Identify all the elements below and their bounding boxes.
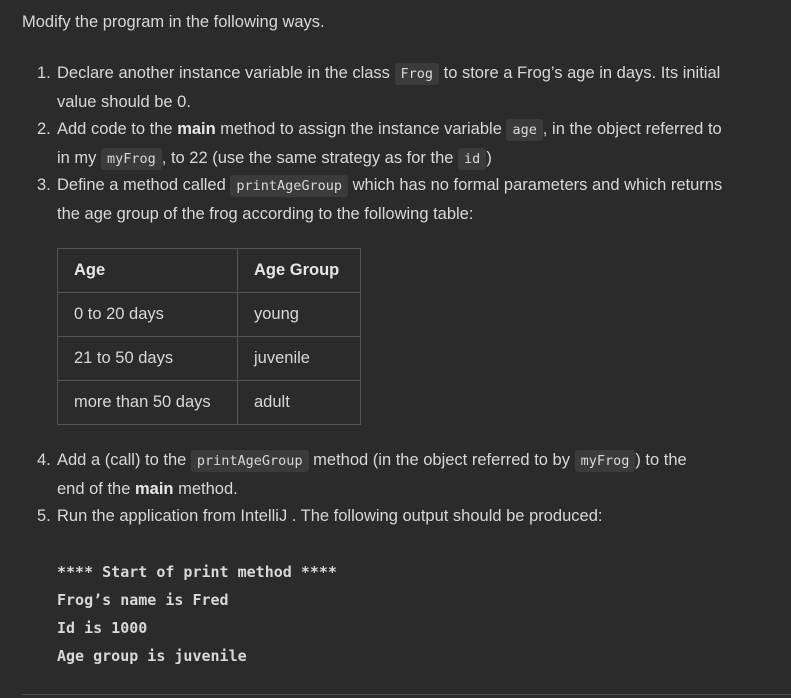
list-item-4 (37, 446, 777, 503)
text: to store a Frog’s age in days. Its initial (439, 64, 721, 82)
text: Declare another instance variable in the class (57, 64, 395, 82)
bold-main: main (134, 480, 174, 498)
table-cell: juvenile (238, 337, 361, 381)
divider (22, 694, 791, 695)
text: Define a method called (57, 176, 231, 194)
text: in my (57, 149, 102, 167)
text: method. (173, 480, 238, 498)
table-row (58, 337, 361, 381)
text: method (in the object referred to by (308, 451, 575, 469)
table-row (58, 293, 361, 337)
text: which has no formal parameters and which returns (348, 176, 723, 194)
table-cell: more than 50 days (58, 381, 238, 425)
list-number: 5. (37, 507, 51, 525)
code-myfrog: myFrog (575, 450, 636, 472)
list-item-2-line2 (37, 144, 777, 173)
text: ) (486, 149, 492, 167)
age-group-table (57, 248, 361, 425)
text: Add code to the (57, 120, 178, 138)
text: the age group of the frog according to the following table: (57, 205, 474, 223)
list-number: 4. (37, 451, 51, 469)
output-line: Id is 1000 (57, 619, 148, 637)
code-printagegroup: printAgeGroup (230, 175, 348, 197)
code-frog: Frog (395, 63, 440, 85)
list-number: 3. (37, 176, 51, 194)
text: method to assign the instance variable (215, 120, 507, 138)
text: Run the application from IntelliJ . The following output should be produced: (57, 507, 603, 525)
table-header: Age Group (238, 249, 361, 293)
code-id: id (458, 148, 486, 170)
list-item-4-line2 (37, 475, 777, 503)
list-item-3 (37, 171, 777, 228)
table-cell: 0 to 20 days (58, 293, 238, 337)
table-cell: 21 to 50 days (58, 337, 238, 381)
text: , in the object referred to (542, 120, 722, 138)
bold-main: main (177, 120, 216, 138)
text: ) to the (635, 451, 687, 469)
list-number: 2. (37, 120, 51, 138)
table-row (58, 381, 361, 425)
code-printagegroup: printAgeGroup (191, 450, 309, 472)
list-item-5 (37, 502, 777, 530)
program-output (57, 558, 337, 670)
code-age: age (506, 119, 542, 141)
text: , to 22 (use the same strategy as for the (161, 149, 459, 167)
table-cell: young (238, 293, 361, 337)
text: value should be 0. (57, 93, 191, 111)
list-item-2 (37, 115, 777, 173)
list-item-1 (37, 59, 777, 116)
intro-text: Modify the program in the following ways. (22, 13, 325, 31)
output-line: Age group is juvenile (57, 647, 247, 665)
list-number: 1. (37, 64, 51, 82)
output-line: **** Start of print method **** (57, 563, 337, 581)
output-line: Frog’s name is Fred (57, 591, 229, 609)
table-cell: adult (238, 381, 361, 425)
table-header-row (58, 249, 361, 293)
text: Add a (call) to the (57, 451, 191, 469)
code-myfrog: myFrog (101, 148, 162, 170)
table-header: Age (58, 249, 238, 293)
text: end of the (57, 480, 135, 498)
